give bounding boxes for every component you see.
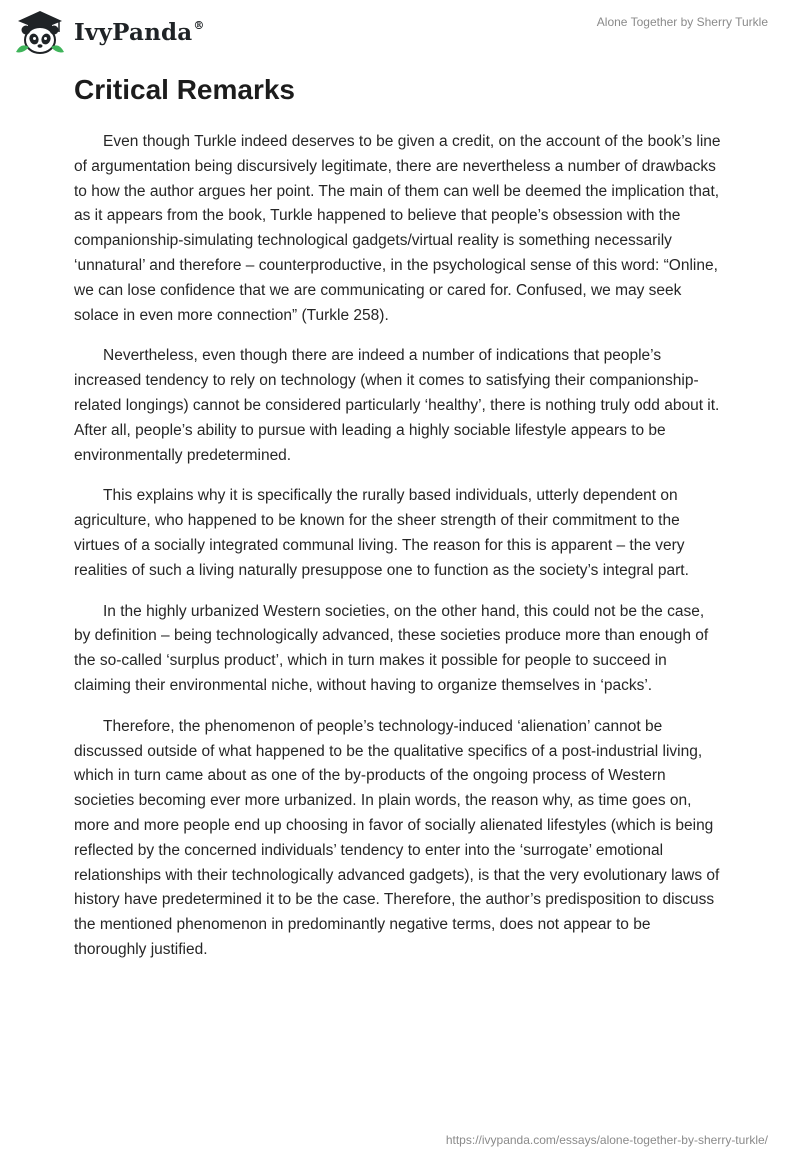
paragraph-5: Therefore, the phenomenon of people’s technology-induced ‘alienation’ cannot be discussed outside of what happened to be the qualitative specifics of a post-industrial living, which in turn came about as one of the by-products of the ongoing process of Western societies becoming ever more urbanized. In plain words, the reason why, as time goes on, more and more people end up choosing in favor of socially alienated lifestyles (which is being reflected by the concerned individuals’ tendency to enter into the ‘surrogate’ emotional relationships with their technologically advanced gadgets), is that the very evolutionary laws of history have predetermined it to be the case. Therefore, the author’s predisposition to discuss the mentioned phenomenon in predominantly negative terms, does not appear to be thoroughly justified.	[74, 717, 720, 958]
logo-wordmark: IvyPanda®	[74, 18, 205, 46]
page-header	[0, 0, 800, 64]
document-title: Alone Together by Sherry Turkle	[596, 15, 768, 29]
panda-graduate-icon	[12, 8, 68, 56]
paragraph-4: In the highly urbanized Western societies, on the other hand, this could not be the case, by definition – being technologically advanced, these societies produce more than enough of the so-called ‘surplus product’, which in turn makes it possible for people to succeed in claiming their environmental niche, without having to organize themselves in ‘packs’.	[74, 602, 709, 694]
registered-mark: ®	[193, 18, 205, 32]
paragraph-1: Even though Turkle indeed deserves to be given a credit, on the account of the book’s line of argumentation being discursively legitimate, there are nevertheless a number of drawbacks to how the author argues her point. The main of them can well be deemed the implication that, as it appears from the book, Turkle happened to believe that people’s obsession with the companionship-simulating technological gadgets/virtual reality is something necessarily ‘unnatural’ and therefore – counterproductive, in the psychological sense of this word: “Online, we can lose confidence that we are communicating or cared for. Confused, we may seek solace in even more connection” (Turkle 258).	[74, 133, 721, 324]
section-heading: Critical Remarks	[74, 74, 296, 105]
ivypanda-logo[interactable]	[12, 8, 205, 56]
paragraph-2: Nevertheless, even though there are indeed a number of indications that people’s increased tendency to rely on technology (when it comes to satisfying their companionship-related longings) cannot be considered particularly ‘healthy’, there is nothing truly odd about it. After all, people’s ability to pursue with leading a highly sociable lifestyle appears to be environmentally predetermined.	[74, 347, 720, 464]
essay-content	[74, 70, 724, 979]
source-url[interactable]: https://ivypanda.com/essays/alone-together-by-sherry-turkle/	[445, 1133, 768, 1147]
paragraph-3: This explains why it is specifically the rurally based individuals, utterly dependent on agriculture, who happened to be known for the sheer strength of their commitment to the virtues of a socially integrated communal living. The reason for this is apparent – the very realities of such a living naturally presuppose one to function as the society’s integral part.	[74, 487, 689, 579]
